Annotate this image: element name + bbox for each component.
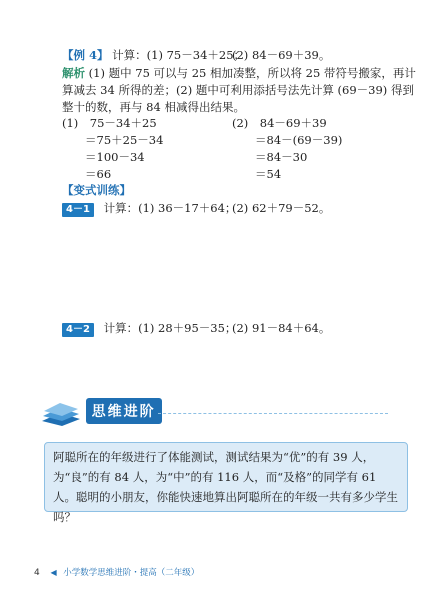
question-2-part-a: 计算：(1) 28＋95－35；	[103, 321, 237, 335]
solution-2-line: ＝84－30	[255, 150, 308, 164]
solution-2-line: (2) 84－69＋39	[232, 116, 327, 130]
solution-1-line: (1) 75－34＋25	[62, 116, 157, 130]
solution-1-line: ＝66	[85, 167, 112, 181]
question-1-part-b: (2) 62＋79－52。	[232, 201, 331, 215]
advance-question-text: 阿聪所在的年级进行了体能测试，测试结果为“优”的有 39 人，为“良”的有 84 人，为“中”的有 116 人，而“及格”的同学有 61 人。聪明的小朋友，你能快速地算出阿聪所在的年级一共有多少学生吗？	[53, 450, 398, 524]
solution-1-line: ＝75＋25－34	[85, 133, 164, 147]
question-badge: 4－1	[62, 203, 94, 217]
footer-arrow-icon: ◀	[50, 568, 57, 577]
advance-header	[40, 398, 162, 427]
example-problem-label: 计算：	[112, 48, 147, 62]
solution-1	[62, 115, 163, 183]
advance-question-box	[44, 442, 408, 524]
footer	[34, 566, 199, 578]
page-number: 4	[34, 568, 40, 578]
practice-question-1	[62, 200, 236, 217]
analysis-label: 解析	[62, 66, 85, 80]
solution-2	[232, 115, 342, 183]
solution-1-line: ＝100－34	[85, 150, 145, 164]
practice-title: 【变式训练】	[62, 183, 131, 197]
question-1-part-a: 计算：(1) 36－17＋64；	[103, 201, 237, 215]
footer-book-title: 小学数学思维进阶・提高（二年级）	[63, 568, 200, 578]
example-problem-2: (2) 84－69＋39。	[232, 48, 331, 62]
example-problem-1: (1) 75－34＋25；	[146, 48, 246, 62]
practice-question-2	[62, 320, 236, 337]
example-header	[62, 47, 245, 63]
advance-title: 思维进阶	[86, 398, 162, 424]
example-tag: 【例 4】	[62, 48, 109, 62]
book-stack-icon	[40, 399, 82, 427]
section-divider	[158, 413, 388, 414]
solution-2-line: ＝84－(69－39)	[255, 133, 343, 147]
solution-2-line: ＝54	[255, 167, 282, 181]
analysis-paragraph	[62, 65, 417, 116]
analysis-text: (1) 题中 75 可以与 25 相加凑整，所以将 25 带符号搬家，再计算减去 34 所得的差；(2) 题中可利用添括号法先计算 (69－39) 得到整十的数，再与 84 相减得出结果。	[62, 66, 416, 114]
question-badge: 4－2	[62, 323, 94, 337]
question-2-part-b: (2) 91－84＋64。	[232, 321, 331, 335]
